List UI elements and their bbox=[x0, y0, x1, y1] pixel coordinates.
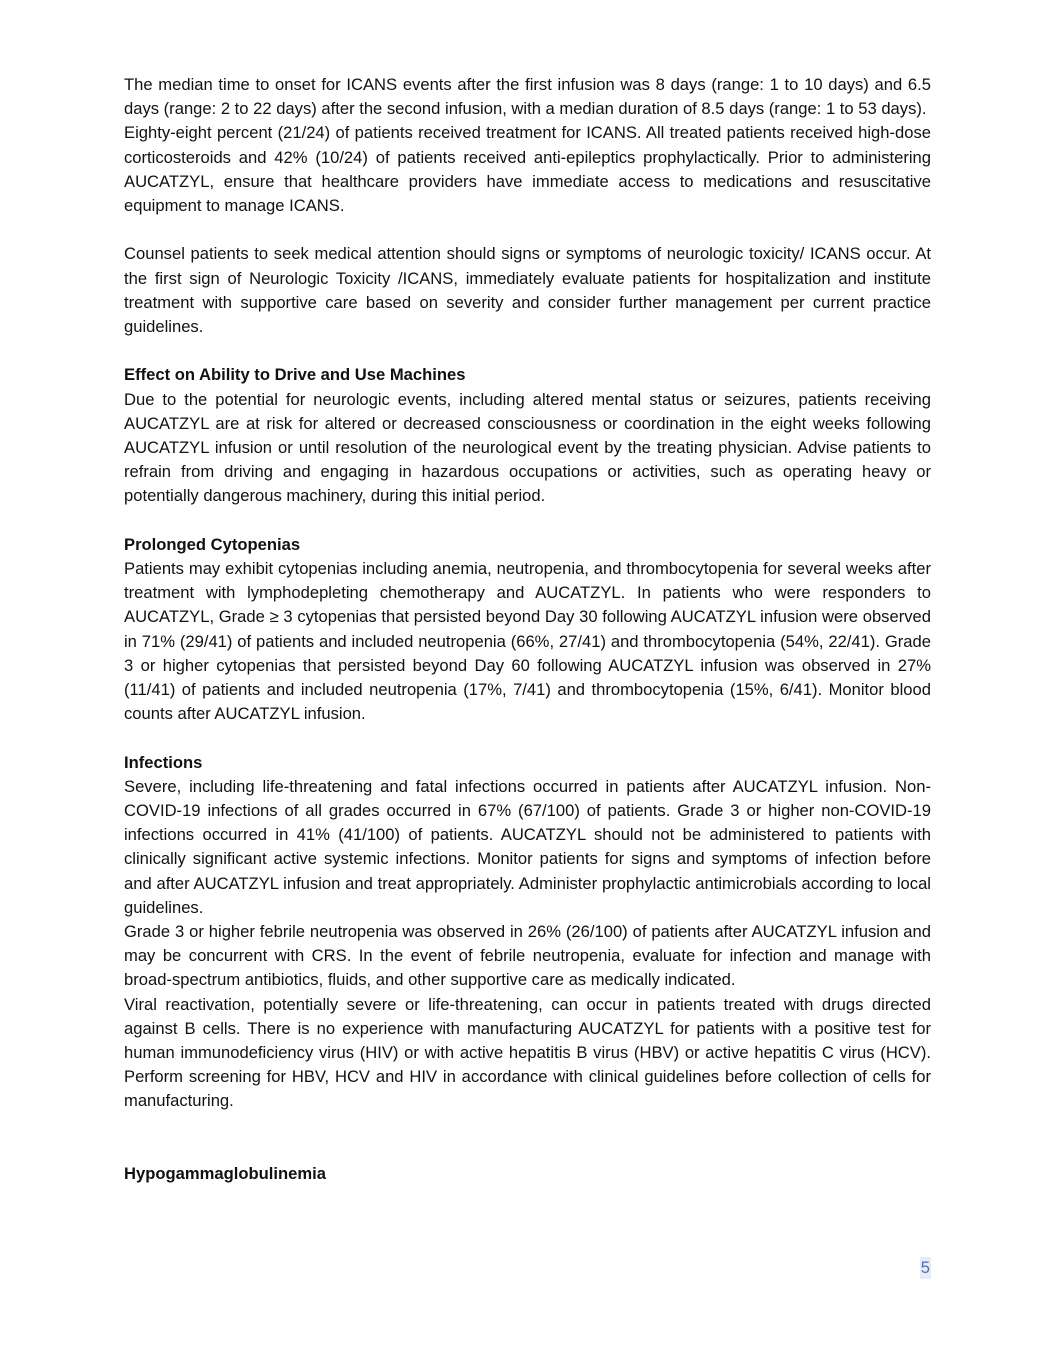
spacer bbox=[124, 726, 931, 750]
document-page bbox=[124, 73, 931, 1186]
spacer bbox=[124, 509, 931, 533]
icans-paragraph-onset: The median time to onset for ICANS events after the first infusion was 8 days (range: 1 to 10 days) and 6.5 days (range: 2 to 22 days) after the second infusion, with a median duration of 8.5 days (range: 1 to 53 days). bbox=[124, 75, 931, 119]
page-number: 5 bbox=[920, 1258, 930, 1277]
infections-paragraph-viral: Viral reactivation, potentially severe or life-threatening, can occur in patients treated with drugs directed against B cells. There is no experience with manufacturing AUCATZYL for patients with a positive test for human immunodeficiency virus (HIV) or with active hepatitis B virus (HBV) or active hepatitis C virus (HCV). Perform screening for HBV, HCV and HIV in accordance with clinical guidelines before collection of cells for manufacturing. bbox=[124, 994, 931, 1111]
spacer bbox=[124, 218, 931, 242]
section-heading-hypogammaglobulinemia: Hypogammaglobulinemia bbox=[124, 1163, 326, 1183]
drive-paragraph: Due to the potential for neurologic events, including altered mental status or seizures, patients receiving AUCATZYL are at risk for altered or decreased consciousness or coordination in the eight weeks following AUCATZYL infusion or until resolution of the neurological event by the treating physician. Advise patients to refrain from driving and engaging in hazardous occupations or activities, such as operating heavy or potentially dangerous machinery, during this initial period. bbox=[124, 389, 931, 506]
cytopenias-paragraph: Patients may exhibit cytopenias including anemia, neutropenia, and thrombocytopenia for several weeks after treatment with lymphodepleting chemotherapy and AUCATZYL. In patients who were responders to AUCATZYL, Grade ≥ 3 cytopenias that persisted beyond Day 30 following AUCATZYL infusion were observed in 71% (29/41) of patients and included neutropenia (66%, 27/41) and thrombocytopenia (54%, 22/41). Grade 3 or higher cytopenias that persisted beyond Day 60 following AUCATZYL infusion was observed in 27% (11/41) of patients and included neutropenia (17%, 7/41) and thrombocytopenia (15%, 6/41). Monitor blood counts after AUCATZYL infusion. bbox=[124, 559, 931, 724]
icans-paragraph-treatment: Eighty-eight percent (21/24) of patients received treatment for ICANS. All treated patients received high-dose corticosteroids and 42% (10/24) of patients received anti-epileptics prophylactically. Prior to administering AUCATZYL, ensure that healthcare providers have immediate access to medications and resuscitative equipment to manage ICANS. bbox=[124, 123, 931, 216]
spacer bbox=[124, 339, 931, 363]
infections-paragraph-severe: Severe, including life-threatening and fatal infections occurred in patients after AUCATZYL infusion. Non-COVID-19 infections of all grades occurred in 67% (67/100) of patients. Grade 3 or higher non-COVID-19 infections occurred in 41% (41/100) of patients. AUCATZYL should not be administered to patients with clinically significant active systemic infections. Monitor patients for signs and symptoms of infection before and after AUCATZYL infusion and treat appropriately. Administer prophylactic antimicrobials according to local guidelines. bbox=[124, 776, 931, 917]
section-heading-drive: Effect on Ability to Drive and Use Machines bbox=[124, 365, 466, 385]
section-heading-infections: Infections bbox=[124, 752, 203, 772]
icans-paragraph-counsel: Counsel patients to seek medical attention should signs or symptoms of neurologic toxicity/ ICANS occur. At the first sign of Neurologic Toxicity /ICANS, immediately evaluate patients for hospitalization and institute treatment with supportive care based on severity and consider further management per current practice guidelines. bbox=[124, 244, 931, 337]
infections-paragraph-febrile: Grade 3 or higher febrile neutropenia was observed in 26% (26/100) of patients after AUCATZYL infusion and may be concurrent with CRS. In the event of febrile neutropenia, evaluate for infection and manage with broad-spectrum antibiotics, fluids, and other supportive care as medically indicated. bbox=[124, 922, 931, 990]
section-heading-cytopenias: Prolonged Cytopenias bbox=[124, 534, 301, 554]
spacer bbox=[124, 1114, 931, 1162]
